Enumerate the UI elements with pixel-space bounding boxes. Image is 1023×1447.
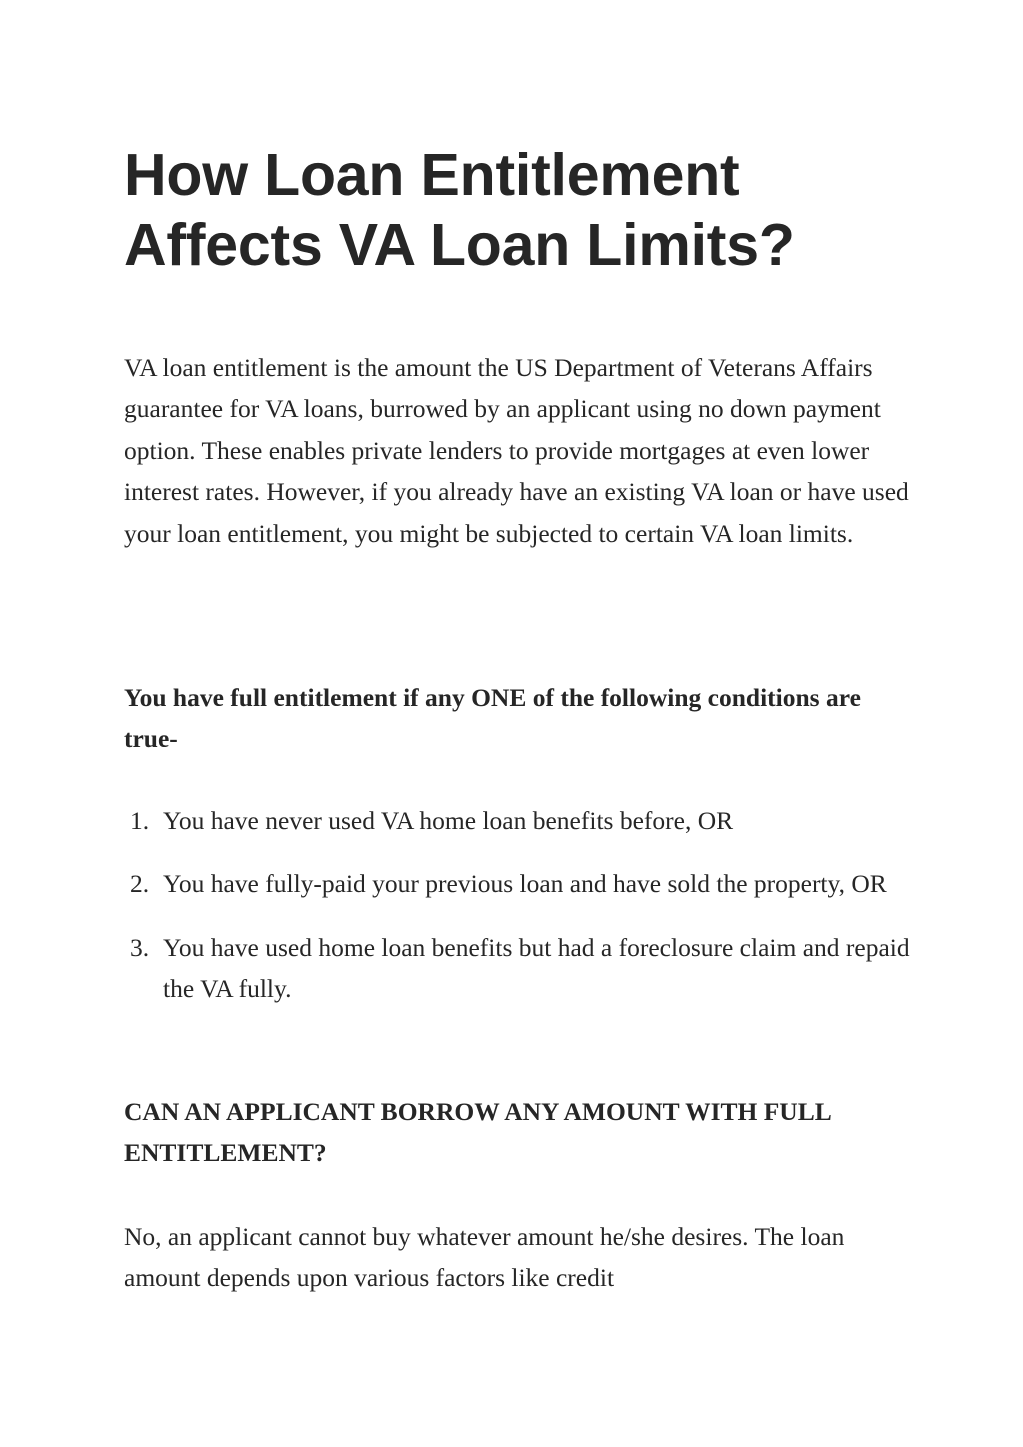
list-item-text: You have fully-paid your previous loan and have sold the property, OR	[163, 869, 887, 899]
list-item	[124, 927, 914, 1010]
question-heading: CAN AN APPLICANT BORROW ANY AMOUNT WITH FULL ENTITLEMENT?	[124, 1097, 831, 1168]
closing-paragraph: No, an applicant cannot buy whatever amount he/she desires. The loan amount depends upon various factors like credit	[124, 1222, 845, 1293]
title-line-1: How Loan Entitlement	[124, 142, 740, 208]
list-item	[124, 800, 914, 841]
page-title	[124, 140, 884, 280]
list-item-text: You have never used VA home loan benefits before, OR	[163, 806, 734, 835]
list-item-text: You have used home loan benefits but had a foreclosure claim and repaid the VA fully.	[163, 932, 910, 1004]
title-line-2: Affects VA Loan Limits?	[124, 212, 795, 278]
intro-paragraph: VA loan entitlement is the amount the US Department of Veterans Affairs guarantee for VA loans, burrowed by an applicant using no down payment option. These enables private lenders to provide mortgages at even lower interest rates. However, if you already have an existing VA loan or have used your loan entitlement, you might be subjected to certain VA loan limits.	[124, 353, 909, 548]
conditions-list	[124, 800, 914, 1032]
list-item	[124, 863, 914, 904]
list-item-number: 1.	[130, 806, 150, 835]
entitlement-subheading: You have full entitlement if any ONE of the following conditions are true-	[124, 683, 861, 754]
list-item-number: 3.	[130, 932, 150, 962]
list-item-number: 2.	[130, 869, 150, 899]
